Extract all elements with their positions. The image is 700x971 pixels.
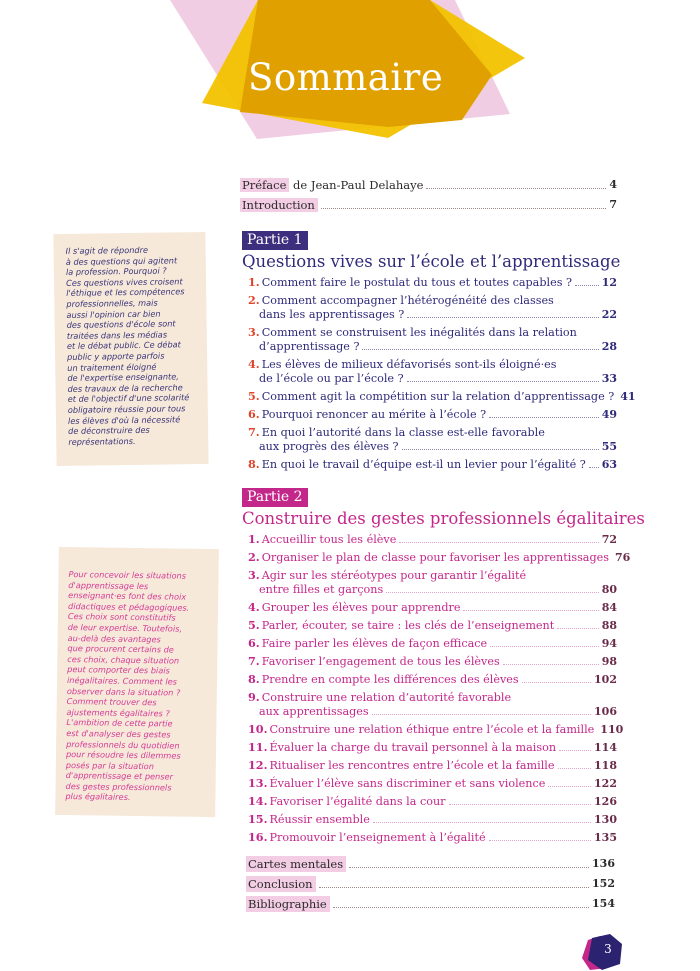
note-line: de déconstruire des [68, 424, 150, 436]
page-ref: 41 [620, 390, 636, 403]
item-title: Évaluer la charge du travail personnel à la maison [269, 741, 557, 754]
item-number: 8. [248, 457, 260, 471]
part-tag: Partie 2 [242, 488, 308, 507]
item-number: 7. [248, 654, 260, 668]
item-number: 6. [248, 636, 260, 650]
toc-front-matter [242, 173, 617, 213]
page-ref: 4 [609, 178, 617, 191]
item-number: 8. [248, 672, 260, 686]
page-ref: 28 [601, 340, 617, 353]
toc-item[interactable] [248, 357, 617, 386]
page-ref: 7 [609, 198, 617, 211]
note-line: professionnelles, mais [66, 297, 158, 309]
item-title: Comment accompagner l’hétérogénéité des classes [261, 294, 554, 307]
toc-item[interactable] [248, 550, 631, 565]
toc-item[interactable] [248, 636, 617, 651]
note-line: et le débat public. Ce débat [66, 339, 181, 352]
toc-item[interactable] [248, 457, 617, 472]
item-title: Comment faire le postulat du tous et toutes capables ? [261, 276, 572, 289]
note-line: inégalitaires. Comment les [66, 674, 178, 687]
part-title: Construire des gestes professionnels égalitaires [242, 509, 645, 528]
dot-leader [489, 417, 599, 418]
page-ref: 106 [594, 705, 617, 718]
item-title: Faire parler les élèves de façon efficace [261, 637, 488, 650]
entry-label: de Jean-Paul Delahaye [289, 178, 424, 192]
toc-part-2 [242, 486, 645, 848]
toc-item[interactable] [248, 600, 617, 615]
note-line: les élèves d'où la nécessité [67, 413, 181, 426]
item-title-cont: de l’école ou par l’école ? [259, 372, 404, 385]
toc-part-1 [242, 229, 636, 475]
dot-leader [548, 786, 591, 787]
dot-leader [372, 714, 591, 715]
note-line: l'éthique et les compétences [66, 286, 185, 299]
note-line: représentations. [68, 435, 136, 447]
item-title: Évaluer l’élève sans discriminer et sans violence [269, 777, 546, 790]
toc-item[interactable] [248, 776, 617, 791]
note-line: traitées dans les médias [66, 329, 168, 341]
page-ref: 72 [601, 533, 617, 546]
note-line: aussi l'opinion car bien [66, 308, 161, 320]
toc-entry-bibliographie[interactable] [248, 892, 615, 912]
page-ref: 122 [594, 777, 617, 790]
entry-label-highlight: Introduction [240, 198, 318, 212]
toc-item[interactable] [248, 830, 617, 845]
note-line: ajustements égalitaires ? [66, 706, 170, 719]
page-ref: 76 [615, 551, 631, 564]
item-title: Prendre en compte les différences des élèves [261, 673, 519, 686]
item-title: Construire une relation éthique entre l’école et la famille [269, 723, 595, 736]
item-number: 11. [248, 740, 268, 754]
item-number: 16. [248, 830, 268, 844]
note-line: Il s'agit de répondre [65, 244, 149, 256]
note-line: est d'analyser des gestes [66, 727, 171, 740]
dot-leader [558, 768, 592, 769]
note-line: posés par la situation [65, 759, 155, 771]
entry-label: Cartes mentales [246, 856, 346, 872]
page-ref: 94 [601, 637, 617, 650]
item-number: 3. [248, 325, 260, 339]
note-line: d'apprentissage les [68, 579, 149, 591]
page-ref: 135 [594, 831, 617, 844]
item-number: 9. [248, 690, 260, 704]
dot-leader [490, 646, 599, 647]
note-line: L'ambition de cette partie [66, 717, 173, 729]
item-title: Construire une relation d’autorité favorable [261, 691, 512, 704]
item-number: 10. [248, 722, 268, 736]
toc-item[interactable] [248, 654, 617, 669]
note-line: plus égalitaires. [65, 791, 131, 803]
note-line: peut comporter des biais [67, 664, 170, 676]
note-line: ces choix, chaque situation [67, 653, 180, 666]
note-line: Comment trouver des [66, 696, 157, 708]
dot-leader [321, 208, 607, 209]
toc-entry-preface[interactable] [242, 173, 617, 193]
note-line: didactiques et pédagogiques. [67, 600, 190, 613]
toc-entry-conclusion[interactable] [248, 872, 615, 892]
toc-item[interactable] [248, 389, 636, 404]
note-line: la profession. Pourquoi ? [65, 265, 167, 278]
dot-leader [489, 840, 591, 841]
item-number: 6. [248, 407, 260, 421]
item-title: En quoi le travail d’équipe est-il un levier pour l’égalité ? [261, 458, 586, 471]
dot-leader [589, 467, 599, 468]
item-number: 15. [248, 812, 268, 826]
toc-item[interactable] [248, 758, 617, 773]
item-title: Parler, écouter, se taire : les clés de l’enseignement [261, 619, 555, 632]
item-title: Ritualiser les rencontres entre l’école et la famille [269, 759, 555, 772]
dot-leader [557, 628, 598, 629]
note-line: des travaux de la recherche [67, 382, 183, 394]
toc-item[interactable] [248, 293, 617, 322]
dot-leader [463, 610, 598, 611]
sidebar-note-part1 [53, 232, 208, 466]
item-number: 2. [248, 293, 260, 307]
page-ref: 110 [600, 723, 624, 736]
item-number: 5. [248, 389, 260, 403]
item-title-cont: dans les apprentissages ? [259, 308, 405, 321]
dot-leader [399, 542, 598, 543]
part-title: Questions vives sur l’école et l’apprentissage [242, 252, 621, 271]
dot-leader [319, 887, 589, 888]
page-ref: 154 [592, 897, 615, 910]
item-title: Pourquoi renoncer au mérite à l’école ? [261, 408, 487, 421]
item-number: 4. [248, 357, 260, 371]
toc-item[interactable] [248, 812, 617, 827]
dot-leader [449, 804, 592, 805]
page-number: 3 [604, 942, 612, 956]
page-ref: 98 [601, 655, 617, 668]
note-line: et de l'objectif d'une scolarité [67, 392, 190, 405]
entry-label: Conclusion [246, 876, 316, 892]
item-title: Les élèves de milieux défavorisés sont-ils éloigné·es [261, 358, 557, 371]
page-ref: 136 [592, 857, 615, 870]
toc-item[interactable] [248, 672, 617, 687]
dot-leader [407, 381, 599, 382]
item-title-cont: aux apprentissages [259, 705, 369, 718]
entry-label: Bibliographie [246, 896, 330, 912]
page-ref: 114 [594, 741, 617, 754]
dot-leader [349, 867, 589, 868]
toc-item[interactable] [248, 794, 617, 809]
dot-leader [426, 188, 606, 189]
note-line: de leur expertise. Toutefois, [67, 621, 183, 634]
item-title: Accueillir tous les élève [261, 533, 397, 546]
note-line: Ces choix sont constitutifs [67, 611, 176, 623]
page-ref: 84 [601, 601, 617, 614]
page-ref: 63 [601, 458, 617, 471]
item-title: En quoi l’autorité dans la classe est-elle favorable [261, 426, 545, 439]
dot-leader [333, 907, 589, 908]
dot-leader [522, 682, 591, 683]
note-line: de l'expertise enseignante, [67, 371, 179, 384]
toc-item[interactable] [248, 407, 617, 422]
page-ref: 80 [601, 583, 617, 596]
dot-leader [503, 664, 599, 665]
note-line: des gestes professionnels [65, 780, 172, 793]
item-title-cont: aux progrès des élèves ? [259, 440, 399, 453]
item-number: 5. [248, 618, 260, 632]
page-ref: 126 [594, 795, 617, 808]
toc-item[interactable] [248, 532, 617, 547]
page-ref: 55 [601, 440, 617, 453]
item-title: Réussir ensemble [269, 813, 370, 826]
toc-back-matter [248, 852, 615, 912]
dot-leader [559, 750, 591, 751]
item-title: Promouvoir l’enseignement à l’égalité [269, 831, 486, 844]
item-number: 2. [248, 550, 260, 564]
note-line: pour résoudre les dilemmes [65, 749, 181, 761]
item-title: Comment agit la compétition sur la relation d’apprentissage ? [261, 390, 615, 403]
page-ref: 88 [601, 619, 617, 632]
item-title: Favoriser l’engagement de tous les élèves [261, 655, 500, 668]
toc-item[interactable] [248, 325, 617, 354]
entry-label-highlight: Préface [240, 178, 289, 192]
item-title: Grouper les élèves pour apprendre [261, 601, 461, 614]
page-ref: 152 [592, 877, 615, 890]
note-line: observer dans la situation ? [66, 685, 181, 698]
item-title-cont: d’apprentissage ? [259, 340, 360, 353]
note-line: un traitement éloigné [67, 361, 157, 373]
page-ref: 12 [601, 276, 617, 289]
note-line: public y apporte parfois [67, 350, 165, 362]
toc-item[interactable] [248, 425, 617, 454]
note-line: professionnels du quotidien [66, 738, 180, 751]
item-title: Organiser le plan de classe pour favoriser les apprentissages [261, 551, 610, 564]
toc-item[interactable] [248, 568, 617, 597]
sidebar-note-part2 [55, 547, 219, 817]
item-number: 1. [248, 532, 260, 546]
item-number: 12. [248, 758, 268, 772]
page-ref: 118 [594, 759, 617, 772]
toc-item[interactable] [248, 275, 617, 290]
note-line: enseignant·es font des choix [68, 590, 187, 602]
item-number: 4. [248, 600, 260, 614]
item-title: Comment se construisent les inégalités dans la relation [261, 326, 577, 339]
page-ref: 102 [594, 673, 617, 686]
toc-item[interactable] [248, 740, 617, 755]
note-line: que procurent certains de [67, 643, 174, 655]
page-ref: 130 [594, 813, 617, 826]
note-line: des questions d'école sont [66, 318, 176, 331]
dot-leader [407, 317, 598, 318]
page-title: Sommaire [248, 56, 444, 99]
toc-item[interactable] [248, 618, 617, 633]
toc-item[interactable] [248, 722, 624, 737]
item-number: 14. [248, 794, 268, 808]
note-line: obligatoire réussie pour tous [67, 403, 186, 415]
dot-leader [373, 822, 591, 823]
item-number: 3. [248, 568, 260, 582]
dot-leader [362, 349, 598, 350]
toc-entry-introduction[interactable] [242, 193, 617, 213]
item-title-cont: entre filles et garçons [259, 583, 384, 596]
item-number: 7. [248, 425, 260, 439]
note-line: à des questions qui agitent [65, 254, 178, 267]
toc-item[interactable] [248, 690, 617, 719]
item-number: 1. [248, 275, 260, 289]
page-ref: 49 [601, 408, 617, 421]
note-line: Pour concevoir les situations [68, 569, 187, 581]
item-title: Favoriser l’égalité dans la cour [269, 795, 446, 808]
part-tag: Partie 1 [242, 231, 308, 250]
item-number: 13. [248, 776, 268, 790]
note-line: Ces questions vives croisent [65, 276, 183, 288]
item-title: Agir sur les stéréotypes pour garantir l’égalité [261, 569, 527, 582]
dot-leader [575, 285, 599, 286]
dot-leader [386, 592, 599, 593]
note-line: au-delà des avantages [67, 632, 161, 644]
toc-entry-cartes-mentales[interactable] [248, 852, 615, 872]
page-ref: 33 [601, 372, 617, 385]
note-line: d'apprentissage et penser [65, 770, 174, 782]
page-ref: 22 [601, 308, 617, 321]
dot-leader [402, 449, 599, 450]
